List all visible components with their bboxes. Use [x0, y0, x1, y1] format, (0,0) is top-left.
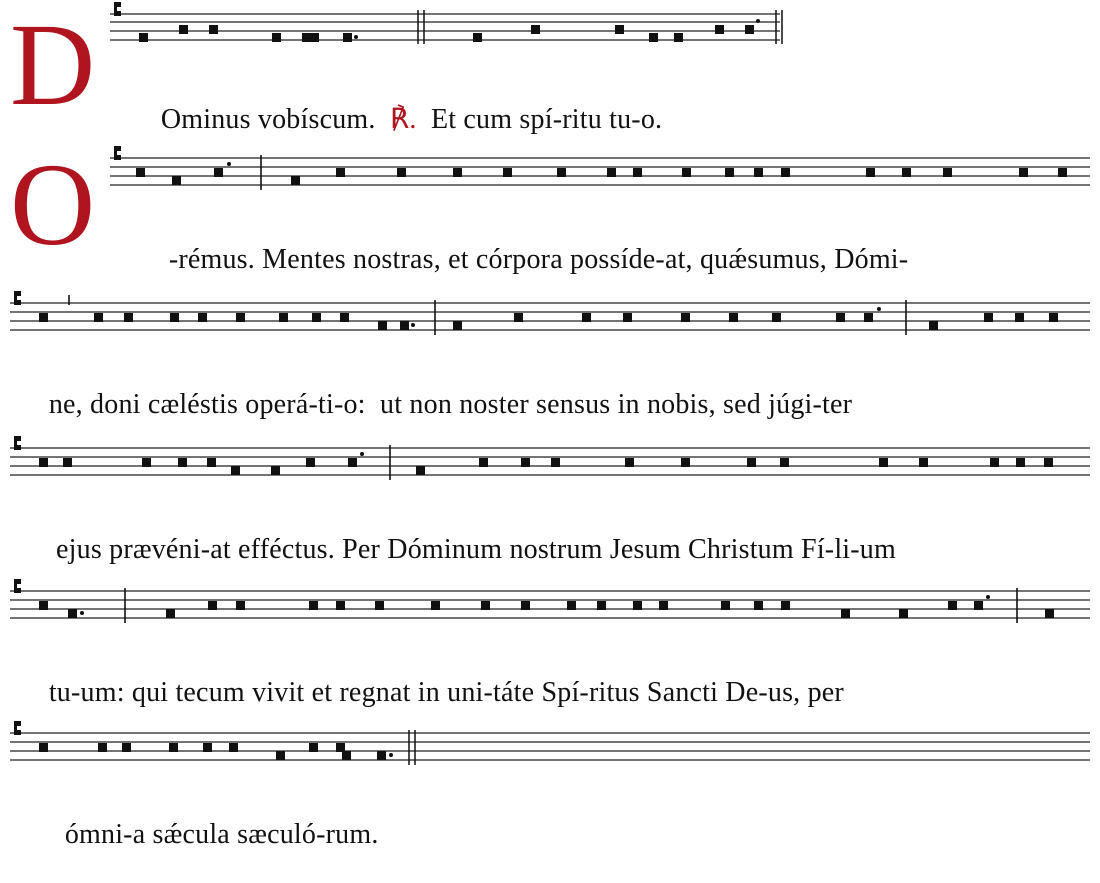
c-clef-icon — [16, 579, 21, 584]
lyric-text: ómni-a sǽcula sæculó-rum. — [64, 819, 379, 850]
c-clef-icon — [16, 445, 21, 450]
neume-note — [1019, 168, 1028, 177]
chant-system-4 — [0, 430, 1100, 565]
neume-note — [754, 601, 763, 610]
c-clef-icon — [16, 291, 21, 296]
neume-note — [209, 25, 218, 34]
neume-note — [551, 458, 560, 467]
neume-note — [984, 313, 993, 322]
neume-note — [306, 458, 315, 467]
neume-note — [310, 33, 319, 42]
neume-note — [39, 743, 48, 752]
neume-note — [745, 25, 754, 34]
neume-note — [1015, 313, 1024, 322]
neume-note — [39, 601, 48, 610]
neume-note — [1045, 609, 1054, 618]
neume-note — [725, 168, 734, 177]
lyric-text: -rémus. Mentes nostras, et córpora possíde-at, quǽsumus, Dómi- — [168, 244, 909, 275]
neume-note — [309, 743, 318, 752]
chant-system-5 — [0, 573, 1100, 708]
neume-note — [431, 601, 440, 610]
neume-note — [98, 743, 107, 752]
neume-note — [397, 168, 406, 177]
c-clef-icon — [16, 730, 21, 735]
neume-note — [1058, 168, 1067, 177]
staff-3 — [0, 285, 1100, 355]
neume-note — [674, 33, 683, 42]
neume-note — [122, 743, 131, 752]
staff-1 — [0, 0, 1100, 60]
neume-note — [721, 601, 730, 610]
neume-note — [531, 25, 540, 34]
lyric-text: Et cum spí-ritu tu-o. — [416, 104, 663, 135]
neume-note — [514, 313, 523, 322]
neume-note — [582, 313, 591, 322]
neume-note — [336, 743, 345, 752]
neume-note — [948, 601, 957, 610]
neume-note — [623, 313, 632, 322]
neume-note — [207, 458, 216, 467]
lyric-text: Ominus vobíscum. — [160, 104, 390, 135]
c-clef-icon — [116, 146, 121, 151]
lyric-line-6 — [36, 787, 379, 883]
neume-note — [236, 601, 245, 610]
neume-note — [172, 176, 181, 185]
neume-note — [170, 313, 179, 322]
neume-note — [919, 458, 928, 467]
neume-note — [279, 313, 288, 322]
neume-note — [198, 313, 207, 322]
neume-note — [340, 313, 349, 322]
neume-note — [521, 458, 530, 467]
neume-note — [615, 25, 624, 34]
mora-dot — [227, 162, 231, 166]
neume-note — [343, 33, 352, 42]
neume-note — [929, 321, 938, 330]
neume-note — [473, 33, 482, 42]
mora-dot — [80, 611, 84, 615]
mora-dot — [756, 19, 760, 23]
neume-note — [453, 321, 462, 330]
neume-note — [272, 33, 281, 42]
neume-note — [729, 313, 738, 322]
neume-note — [208, 601, 217, 610]
neume-note — [682, 168, 691, 177]
neume-note — [479, 458, 488, 467]
neume-note — [124, 313, 133, 322]
neume-note — [94, 313, 103, 322]
lyric-text: ne, doni cæléstis operá-ti-o: ut non noster sensus in nobis, sed júgi-ter — [48, 389, 853, 420]
lyric-text: ejus prævéni-at efféctus. Per Dóminum nostrum Jesum Christum Fí-li-um — [48, 534, 896, 565]
neume-note — [836, 313, 845, 322]
neume-note — [400, 321, 409, 330]
mora-dot — [877, 307, 881, 311]
neume-note — [416, 466, 425, 475]
response-symbol: ℟. — [389, 104, 417, 135]
neume-note — [864, 313, 873, 322]
neume-note — [780, 458, 789, 467]
staff-6 — [0, 715, 1100, 785]
neume-note — [271, 466, 280, 475]
neume-note — [336, 168, 345, 177]
neume-note — [276, 751, 285, 760]
staff-5 — [0, 573, 1100, 643]
neume-note — [747, 458, 756, 467]
neume-note — [169, 743, 178, 752]
neume-note — [1016, 458, 1025, 467]
neume-note — [378, 321, 387, 330]
neume-note — [348, 458, 357, 467]
c-clef-icon — [116, 155, 121, 160]
neume-note — [503, 168, 512, 177]
neume-note — [597, 601, 606, 610]
neume-note — [136, 168, 145, 177]
neume-note — [39, 313, 48, 322]
mora-dot — [389, 753, 393, 757]
neume-note — [879, 458, 888, 467]
neume-note — [377, 751, 386, 760]
mora-dot — [354, 35, 358, 39]
c-clef-icon — [16, 721, 21, 726]
neume-note — [63, 458, 72, 467]
neume-note — [229, 743, 238, 752]
mora-dot — [360, 452, 364, 456]
neume-note — [481, 601, 490, 610]
neume-note — [1044, 458, 1053, 467]
neume-note — [178, 458, 187, 467]
neume-note — [139, 33, 148, 42]
chant-system-1 — [0, 0, 1100, 135]
c-clef-icon — [116, 2, 121, 7]
neume-note — [841, 609, 850, 618]
c-clef-icon — [16, 300, 21, 305]
neume-note — [567, 601, 576, 610]
neume-note — [236, 313, 245, 322]
neume-note — [974, 601, 983, 610]
neume-note — [772, 313, 781, 322]
neume-note — [336, 601, 345, 610]
neume-note — [681, 313, 690, 322]
neume-note — [375, 601, 384, 610]
neume-note — [633, 601, 642, 610]
neume-note — [342, 751, 351, 760]
chant-system-6 — [0, 715, 1100, 850]
neume-note — [557, 168, 566, 177]
mora-dot — [411, 323, 415, 327]
neume-note — [453, 168, 462, 177]
neume-note — [899, 609, 908, 618]
neume-note — [214, 168, 223, 177]
neume-note — [781, 601, 790, 610]
neume-note — [866, 168, 875, 177]
neume-note — [625, 458, 634, 467]
lyric-text: tu-um: qui tecum vivit et regnat in uni-táte Spí-ritus Sancti De-us, per — [48, 677, 844, 708]
c-clef-icon — [116, 11, 121, 16]
neume-note — [166, 609, 175, 618]
neume-note — [309, 601, 318, 610]
neume-note — [521, 601, 530, 610]
neume-note — [231, 466, 240, 475]
neume-note — [633, 168, 642, 177]
staff-4 — [0, 430, 1100, 500]
neume-note — [312, 313, 321, 322]
neume-note — [142, 458, 151, 467]
chant-system-2 — [0, 139, 1100, 275]
neume-note — [649, 33, 658, 42]
initial-letter-d: D — [10, 0, 96, 130]
neume-note — [179, 25, 188, 34]
c-clef-icon — [16, 588, 21, 593]
neume-note — [68, 609, 77, 618]
neume-note — [681, 458, 690, 467]
neume-note — [39, 458, 48, 467]
chant-system-3 — [0, 285, 1100, 420]
neume-note — [990, 458, 999, 467]
neume-note — [607, 168, 616, 177]
mora-dot — [986, 595, 990, 599]
neume-note — [203, 743, 212, 752]
neume-note — [291, 176, 300, 185]
neume-note — [1049, 313, 1058, 322]
neume-note — [302, 33, 311, 42]
staff-2 — [0, 140, 1100, 210]
neume-note — [781, 168, 790, 177]
c-clef-icon — [16, 436, 21, 441]
neume-note — [715, 25, 724, 34]
neume-note — [902, 168, 911, 177]
neume-note — [943, 168, 952, 177]
neume-note — [754, 168, 763, 177]
initial-letter-o: O — [10, 139, 96, 270]
neume-note — [659, 601, 668, 610]
